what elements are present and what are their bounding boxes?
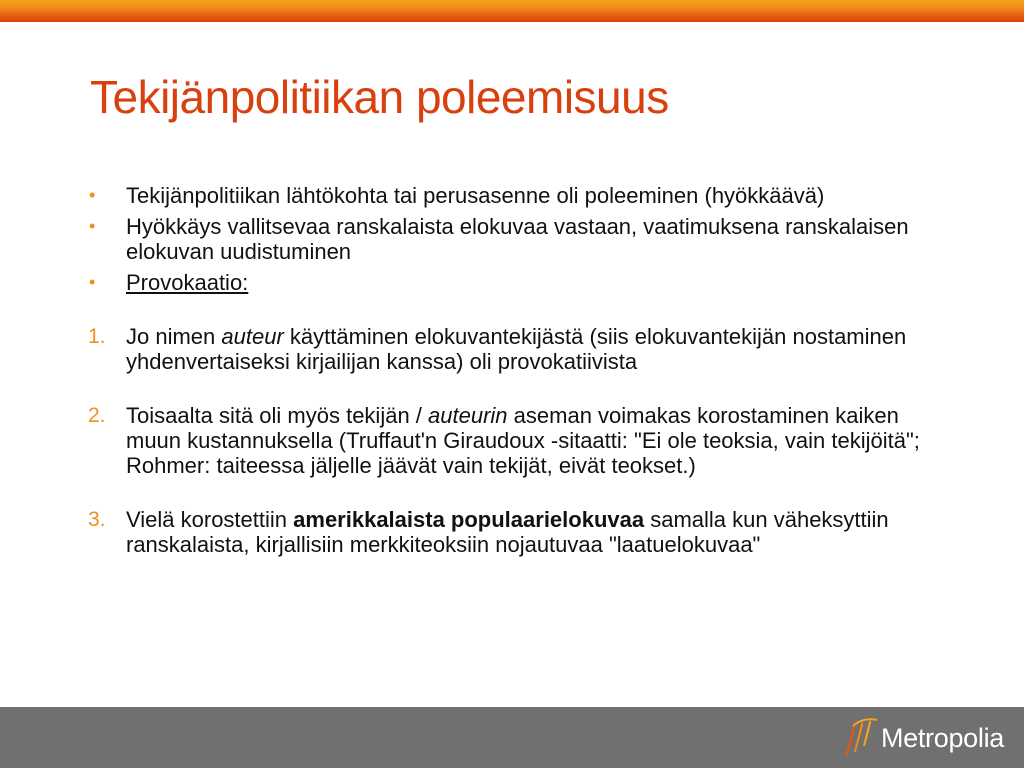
number-marker: 3. xyxy=(88,508,106,531)
slide-body xyxy=(90,183,950,557)
numbered-text-italic: auteur xyxy=(221,324,284,349)
bullet-text: Tekijänpolitiikan lähtökohta tai perusasenne oli poleeminen (hyökkäävä) xyxy=(126,183,825,208)
metropolia-logo-mark-icon xyxy=(839,716,879,760)
bullet-text: Hyökkäys vallitsevaa ranskalaista elokuvaa vastaan, vaatimuksena ranskalaisen elokuvan uudistuminen xyxy=(126,214,909,264)
bullet-marker: • xyxy=(89,216,96,236)
number-marker: 1. xyxy=(88,325,106,348)
numbered-text-bold: amerikkalaista populaarielokuvaa xyxy=(293,507,645,532)
numbered-text-end: samalla kun väheksyttiin ranskalaista, kirjallisiin merkkiteoksiin nojautuvaa "laatuelokuvaa" xyxy=(126,507,889,557)
numbered-item xyxy=(90,324,950,374)
numbered-text-end: käyttäminen elokuvantekijästä (siis elokuvantekijän nostaminen yhdenvertaiseksi kirjailijan kanssa) oli provokatiivista xyxy=(126,324,907,374)
bullet-item xyxy=(90,183,950,208)
top-accent-bar xyxy=(0,0,1024,22)
numbered-text-start: Vielä korostettiin xyxy=(126,507,294,532)
numbered-text-italic: auteurin xyxy=(428,403,508,428)
numbered-text-start: Jo nimen xyxy=(126,324,222,349)
numbered-item xyxy=(90,507,950,557)
bullet-marker: • xyxy=(89,185,96,205)
numbered-text-end: aseman voimakas korostaminen kaiken muun kustannuksella (Truffaut'n Giraudoux -sitaatti: "Ei ole teoksia, vain tekijöitä"; Rohmer: taiteessa jäljelle jäävät vain tekijät, eivät teokset.) xyxy=(126,403,920,478)
number-marker: 2. xyxy=(88,404,106,427)
bullet-text-underlined: Provokaatio: xyxy=(126,270,249,295)
slide-title: Tekijänpolitiikan poleemisuus xyxy=(90,71,669,123)
metropolia-logo xyxy=(839,716,1004,760)
bullet-marker: • xyxy=(89,272,96,292)
bullet-item xyxy=(90,270,950,295)
logo-text: Metropolia xyxy=(880,722,1004,753)
bullet-item xyxy=(90,214,950,264)
numbered-item xyxy=(90,403,950,478)
numbered-text-start: Toisaalta sitä oli myös tekijän / xyxy=(126,403,429,428)
